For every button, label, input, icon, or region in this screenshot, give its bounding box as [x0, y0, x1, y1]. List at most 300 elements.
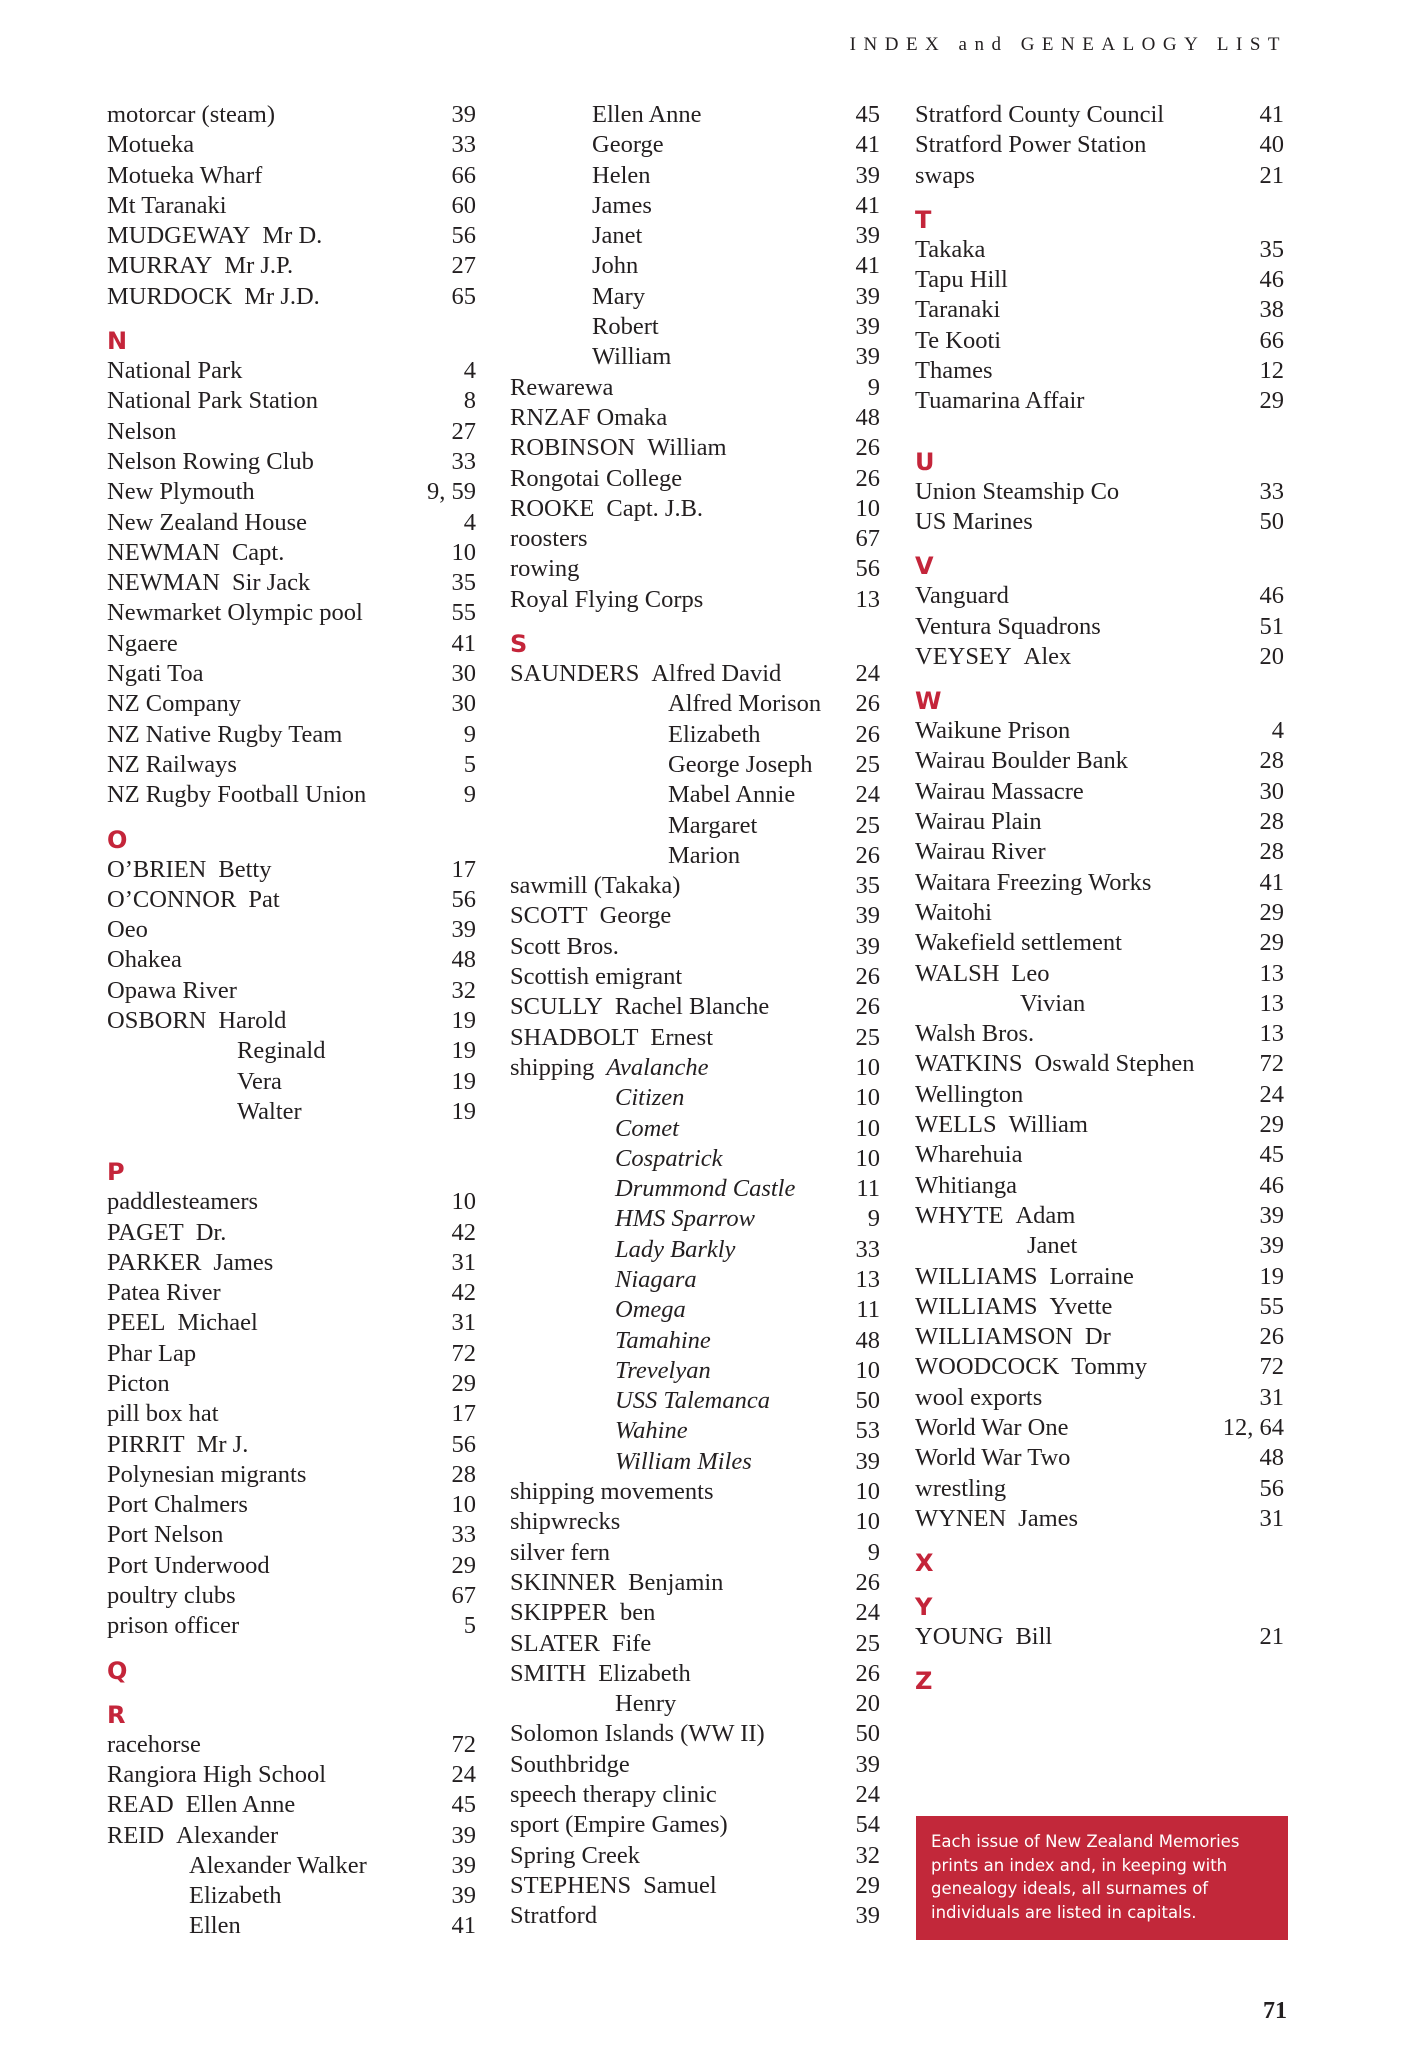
entry-given-name: Capt. J.B.	[606, 494, 704, 522]
entry-label	[915, 959, 1049, 989]
ship-name: Comet	[615, 1114, 679, 1142]
entry-given-name: ben	[620, 1599, 656, 1627]
entry-text: silver fern	[510, 1538, 610, 1566]
index-entry	[107, 1490, 476, 1520]
index-entry	[107, 221, 476, 251]
entry-text: NZ Railways	[107, 750, 237, 778]
entry-label	[107, 780, 366, 810]
entry-text: Wharehuia	[915, 1141, 1023, 1169]
index-entry	[915, 868, 1284, 898]
entry-page-numbers: 26	[855, 963, 880, 991]
index-entry	[915, 326, 1284, 356]
entry-text: Picton	[107, 1369, 170, 1397]
entry-text: Whitianga	[915, 1171, 1018, 1199]
entry-label	[915, 868, 1151, 898]
entry-label	[107, 1490, 248, 1520]
index-entry	[107, 780, 476, 810]
index-entry	[107, 1520, 476, 1550]
index-entry	[510, 1629, 880, 1659]
entry-label	[915, 837, 1046, 867]
entry-label	[510, 1507, 620, 1537]
entry-surname: O’BRIEN	[107, 855, 207, 883]
entry-label	[107, 1218, 226, 1248]
entry-label	[107, 447, 314, 477]
index-entry	[510, 1144, 880, 1174]
entry-label	[915, 1049, 1194, 1079]
entry-given-name: Sir Jack	[231, 569, 311, 597]
index-entry	[915, 100, 1284, 130]
entry-label	[107, 1308, 258, 1338]
entry-surname: WHYTE	[915, 1201, 1004, 1229]
section-letter-r: R	[107, 1700, 126, 1729]
index-entry	[510, 901, 880, 931]
entry-given-name: Rachel Blanche	[614, 993, 770, 1021]
entry-text: Wakefield settlement	[915, 929, 1122, 957]
entry-text: Union Steamship Co	[915, 477, 1120, 505]
index-entry	[915, 1443, 1284, 1473]
entry-text: NZ Native Rugby Team	[107, 720, 343, 748]
index-entry	[510, 373, 880, 403]
entry-label	[510, 992, 769, 1022]
entry-text: Te Kooti	[915, 326, 1002, 354]
entry-page-numbers: 33	[451, 1521, 476, 1549]
entry-label	[510, 312, 659, 342]
entry-page-numbers: 25	[855, 811, 880, 839]
entry-page-numbers: 29	[1259, 898, 1284, 926]
entry-label	[510, 251, 638, 281]
entry-label	[915, 716, 1070, 746]
entry-page-numbers: 56	[451, 885, 476, 913]
entry-label	[107, 1611, 239, 1641]
entry-surname: SKIPPER	[510, 1599, 609, 1627]
index-entry	[107, 945, 476, 975]
entry-label	[510, 191, 652, 221]
entry-label	[107, 1790, 295, 1820]
index-entry	[107, 1399, 476, 1429]
index-entry	[510, 1719, 880, 1749]
entry-page-numbers: 39	[855, 1750, 880, 1778]
entry-label	[510, 1810, 728, 1840]
entry-label	[510, 1629, 651, 1659]
entry-text: Polynesian migrants	[107, 1460, 307, 1488]
entry-text: Port Underwood	[107, 1551, 270, 1579]
entry-page-numbers: 12	[1259, 357, 1284, 385]
entry-surname: O’CONNOR	[107, 885, 237, 913]
entry-text: Southbridge	[510, 1750, 630, 1778]
entry-label	[510, 1174, 795, 1204]
entry-page-numbers: 39	[855, 282, 880, 310]
entry-page-numbers: 13	[1259, 989, 1284, 1017]
entry-label	[510, 1144, 723, 1174]
entry-label	[107, 629, 178, 659]
entry-label	[510, 524, 588, 554]
entry-given-name: Harold	[218, 1007, 287, 1035]
entry-page-numbers: 24	[855, 660, 880, 688]
index-entry	[107, 659, 476, 689]
index-entry	[107, 1730, 476, 1760]
entry-page-numbers: 66	[1259, 326, 1284, 354]
section-letter-u: U	[915, 447, 935, 476]
entry-page-numbers: 27	[451, 417, 476, 445]
entry-page-numbers: 26	[1259, 1323, 1284, 1351]
entry-given-name: Adam	[1015, 1201, 1076, 1229]
entry-page-numbers: 27	[451, 252, 476, 280]
entry-label	[510, 1871, 717, 1901]
entry-label	[915, 581, 1009, 611]
index-entry	[107, 1006, 476, 1036]
index-entry	[510, 342, 880, 372]
entry-text: Wellington	[915, 1080, 1024, 1108]
entry-page-numbers: 5	[463, 1612, 476, 1640]
index-entry	[107, 1581, 476, 1611]
entry-label	[107, 1339, 196, 1369]
index-entry	[510, 494, 880, 524]
index-entry	[915, 1231, 1284, 1261]
entry-page-numbers: 41	[1259, 101, 1284, 128]
entry-label	[915, 1504, 1078, 1534]
index-entry	[915, 807, 1284, 837]
entry-given-name: Samuel	[643, 1871, 717, 1899]
index-entry	[107, 720, 476, 750]
index-entry	[915, 1140, 1284, 1170]
entry-label	[510, 720, 761, 750]
index-entry	[510, 1356, 880, 1386]
entry-text: Ohakea	[107, 946, 182, 974]
entry-label	[107, 1760, 326, 1790]
entry-given-name: Oswald Stephen	[1034, 1050, 1195, 1078]
entry-page-numbers: 24	[855, 1599, 880, 1627]
entry-page-numbers: 19	[451, 1097, 476, 1125]
ship-name: William Miles	[615, 1447, 752, 1475]
entry-sub-name: Margaret	[668, 811, 758, 839]
entry-surname: OSBORN	[107, 1007, 207, 1035]
entry-page-numbers: 39	[855, 161, 880, 189]
entry-page-numbers: 31	[1259, 1504, 1284, 1532]
entry-text: World War One	[915, 1413, 1069, 1441]
entry-text: Wairau River	[915, 838, 1046, 866]
entry-label	[915, 989, 1085, 1019]
entry-text: prison officer	[107, 1612, 240, 1640]
index-entry	[915, 1413, 1284, 1443]
entry-text: Scott Bros.	[510, 932, 619, 960]
index-entry	[915, 1049, 1284, 1079]
entry-page-numbers: 24	[1259, 1080, 1284, 1108]
entry-page-numbers: 46	[1259, 1171, 1284, 1199]
entry-given-name: Lorraine	[1049, 1262, 1134, 1290]
index-entry	[510, 1507, 880, 1537]
entry-text: Stratford Power Station	[915, 131, 1147, 159]
entry-label	[915, 1383, 1042, 1413]
entry-page-numbers: 5	[463, 750, 476, 778]
entry-text: World War Two	[915, 1444, 1071, 1472]
entry-surname: REID	[107, 1821, 165, 1849]
index-entry	[107, 750, 476, 780]
entry-label	[915, 100, 1164, 130]
entry-label	[107, 750, 237, 780]
index-entry	[915, 265, 1284, 295]
index-entry	[915, 928, 1284, 958]
entry-page-numbers: 10	[451, 1188, 476, 1216]
index-entry	[107, 282, 476, 312]
index-entry	[107, 130, 476, 160]
entry-label	[510, 1598, 655, 1628]
index-entry	[510, 811, 880, 841]
entry-given-name: William	[647, 434, 727, 462]
entry-page-numbers: 46	[1259, 582, 1284, 610]
entry-text: Taranaki	[915, 296, 1001, 324]
entry-surname: WOODCOCK	[915, 1353, 1060, 1381]
entry-label	[510, 1750, 630, 1780]
index-entry	[107, 356, 476, 386]
index-entry	[107, 568, 476, 598]
entry-sub-name: Ellen	[189, 1912, 241, 1940]
entry-text: Takaka	[915, 235, 986, 263]
entry-sub-name: James	[592, 191, 652, 219]
entry-label	[107, 1460, 306, 1490]
entry-label	[510, 1083, 684, 1113]
entry-label	[107, 221, 322, 251]
index-entry	[107, 885, 476, 915]
entry-page-numbers: 65	[451, 282, 476, 310]
entry-text: speech therapy clinic	[510, 1781, 717, 1809]
entry-page-numbers: 39	[855, 222, 880, 250]
entry-page-numbers: 26	[855, 720, 880, 748]
entry-page-numbers: 9, 59	[427, 478, 476, 506]
entry-page-numbers: 55	[1259, 1292, 1284, 1320]
entry-sub-name: Mary	[592, 282, 646, 310]
entry-page-numbers: 26	[855, 1659, 880, 1687]
entry-label	[510, 1841, 640, 1871]
index-entry	[915, 1262, 1284, 1292]
entry-page-numbers: 29	[1259, 929, 1284, 957]
entry-page-numbers: 26	[855, 464, 880, 492]
entry-page-numbers: 53	[855, 1417, 880, 1445]
index-entry	[915, 1352, 1284, 1382]
entry-surname: NEWMAN	[107, 569, 220, 597]
entry-surname: ROBINSON	[510, 434, 636, 462]
entry-page-numbers: 33	[451, 131, 476, 159]
entry-label	[915, 326, 1001, 356]
entry-label	[510, 1235, 735, 1265]
entry-text: Waitohi	[915, 898, 992, 926]
entry-given-name: Alex	[1023, 642, 1072, 670]
entry-page-numbers: 13	[855, 585, 880, 613]
index-entry	[510, 585, 880, 615]
entry-page-numbers: 42	[451, 1279, 476, 1307]
entry-label	[107, 1430, 248, 1460]
entry-label	[107, 1369, 170, 1399]
index-entry	[107, 477, 476, 507]
ship-name: Trevelyan	[615, 1356, 711, 1384]
ship-name: Wahine	[615, 1417, 688, 1445]
index-entry	[107, 1790, 476, 1820]
index-entry	[107, 1460, 476, 1490]
entry-given-name: Mr J.	[196, 1430, 249, 1458]
entry-given-name: Ernest	[650, 1023, 714, 1051]
entry-page-numbers: 39	[451, 1882, 476, 1910]
entry-surname: ROOKE	[510, 494, 595, 522]
index-entry	[107, 1278, 476, 1308]
entry-label	[915, 1622, 1052, 1652]
entry-page-numbers: 8	[463, 387, 476, 415]
entry-label	[915, 642, 1071, 672]
entry-page-numbers: 10	[855, 1478, 880, 1506]
entry-label	[915, 1231, 1077, 1261]
index-entry	[107, 417, 476, 447]
entry-label	[915, 161, 975, 191]
entry-page-numbers: 51	[1259, 612, 1284, 640]
entry-page-numbers: 40	[1259, 131, 1284, 159]
entry-sub-name: Reginald	[237, 1037, 326, 1065]
ship-name: Citizen	[615, 1084, 685, 1112]
ship-name: Tamahine	[615, 1326, 711, 1354]
entry-heading: shipping	[510, 1053, 595, 1081]
index-entry	[915, 1504, 1284, 1534]
entry-text: rowing	[510, 555, 580, 583]
index-column-3	[915, 100, 1284, 1696]
entry-page-numbers: 48	[855, 1326, 880, 1354]
entry-page-numbers: 10	[855, 1356, 880, 1384]
entry-label	[107, 1067, 282, 1097]
entry-page-numbers: 4	[1271, 717, 1284, 745]
index-entry	[915, 959, 1284, 989]
entry-surname: SAUNDERS	[510, 660, 640, 688]
index-entry	[915, 1110, 1284, 1140]
index-entry	[107, 598, 476, 628]
entry-label	[510, 1780, 717, 1810]
entry-label	[510, 433, 727, 463]
index-entry	[915, 235, 1284, 265]
entry-label	[510, 1265, 697, 1295]
entry-label	[510, 494, 703, 524]
entry-page-numbers: 66	[451, 161, 476, 189]
entry-given-name: Leo	[1011, 959, 1050, 987]
entry-label	[107, 1911, 241, 1941]
entry-text: US Marines	[915, 507, 1033, 535]
index-entry	[510, 312, 880, 342]
entry-label	[107, 130, 194, 160]
entry-page-numbers: 46	[1259, 266, 1284, 294]
entry-label	[510, 1023, 713, 1053]
entry-label	[915, 1413, 1068, 1443]
entry-text: Motueka	[107, 131, 195, 159]
entry-page-numbers: 13	[855, 1265, 880, 1293]
index-entry	[107, 1611, 476, 1641]
entry-page-numbers: 28	[1259, 747, 1284, 775]
entry-label	[915, 928, 1122, 958]
entry-page-numbers: 26	[855, 434, 880, 462]
entry-page-numbers: 9	[867, 373, 880, 401]
index-entry	[915, 1019, 1284, 1049]
entry-label	[107, 1520, 223, 1550]
entry-text: Motueka Wharf	[107, 161, 263, 189]
entry-page-numbers: 33	[855, 1235, 880, 1263]
entry-text: Stratford County Council	[915, 101, 1165, 128]
ship-name: USS Talemanca	[615, 1387, 770, 1415]
entry-label	[510, 1719, 765, 1749]
ship-name: Cospatrick	[615, 1144, 723, 1172]
entry-label	[510, 554, 579, 584]
entry-label	[107, 855, 271, 885]
section-letter-q: Q	[107, 1656, 128, 1685]
entry-text: Port Nelson	[107, 1521, 224, 1549]
section-letter-p: P	[107, 1158, 125, 1187]
entry-label	[107, 417, 176, 447]
entry-page-numbers: 19	[1259, 1262, 1284, 1290]
entry-page-numbers: 30	[451, 690, 476, 718]
entry-page-numbers: 19	[451, 1007, 476, 1035]
entry-page-numbers: 39	[451, 1851, 476, 1879]
index-entry	[510, 251, 880, 281]
index-entry	[915, 746, 1284, 776]
index-entry	[510, 1083, 880, 1113]
entry-label	[107, 720, 342, 750]
entry-page-numbers: 10	[855, 1084, 880, 1112]
index-entry	[510, 1326, 880, 1356]
entry-text: Scottish emigrant	[510, 963, 683, 991]
index-entry	[107, 100, 476, 130]
entry-label	[510, 962, 682, 992]
entry-page-numbers: 39	[855, 1902, 880, 1930]
entry-label	[510, 1053, 708, 1083]
index-entry	[510, 1174, 880, 1204]
entry-label	[107, 251, 293, 281]
entry-page-numbers: 45	[855, 101, 880, 128]
entry-text: poultry clubs	[107, 1582, 236, 1610]
entry-surname: NEWMAN	[107, 538, 220, 566]
entry-given-name: Capt.	[231, 538, 285, 566]
index-entry	[915, 1322, 1284, 1352]
index-entry	[510, 659, 880, 689]
index-entry	[915, 1201, 1284, 1231]
entry-sub-name: Ellen Anne	[592, 101, 702, 128]
entry-label	[107, 689, 241, 719]
entry-page-numbers: 72	[1259, 1050, 1284, 1078]
entry-label	[510, 161, 651, 191]
entry-given-name: Benjamin	[628, 1568, 724, 1596]
entry-page-numbers: 39	[1259, 1201, 1284, 1229]
entry-page-numbers: 54	[855, 1811, 880, 1839]
entry-sub-name: Marion	[668, 841, 741, 869]
entry-given-name: Yvette	[1049, 1292, 1113, 1320]
index-entry	[915, 386, 1284, 416]
entry-label	[107, 356, 242, 386]
index-entry	[510, 871, 880, 901]
index-entry	[107, 1551, 476, 1581]
entry-page-numbers: 31	[451, 1309, 476, 1337]
entry-label	[107, 1821, 278, 1851]
index-entry	[107, 1911, 476, 1941]
entry-surname: PAGET	[107, 1218, 184, 1246]
index-entry	[510, 1114, 880, 1144]
entry-surname: WALSH	[915, 959, 1000, 987]
index-entry	[510, 992, 880, 1022]
entry-page-numbers: 39	[855, 932, 880, 960]
entry-text: Waikune Prison	[915, 717, 1071, 745]
index-entry	[107, 855, 476, 885]
entry-given-name: Dr	[1084, 1323, 1111, 1351]
entry-page-numbers: 35	[451, 569, 476, 597]
entry-label	[107, 161, 262, 191]
ship-name: Niagara	[615, 1265, 697, 1293]
entry-label	[107, 1278, 221, 1308]
entry-text: New Zealand House	[107, 508, 308, 536]
entry-label	[107, 1036, 325, 1066]
entry-text: National Park Station	[107, 387, 318, 415]
index-entry	[915, 642, 1284, 672]
entry-text: racehorse	[107, 1730, 201, 1758]
entry-label	[915, 295, 1000, 325]
